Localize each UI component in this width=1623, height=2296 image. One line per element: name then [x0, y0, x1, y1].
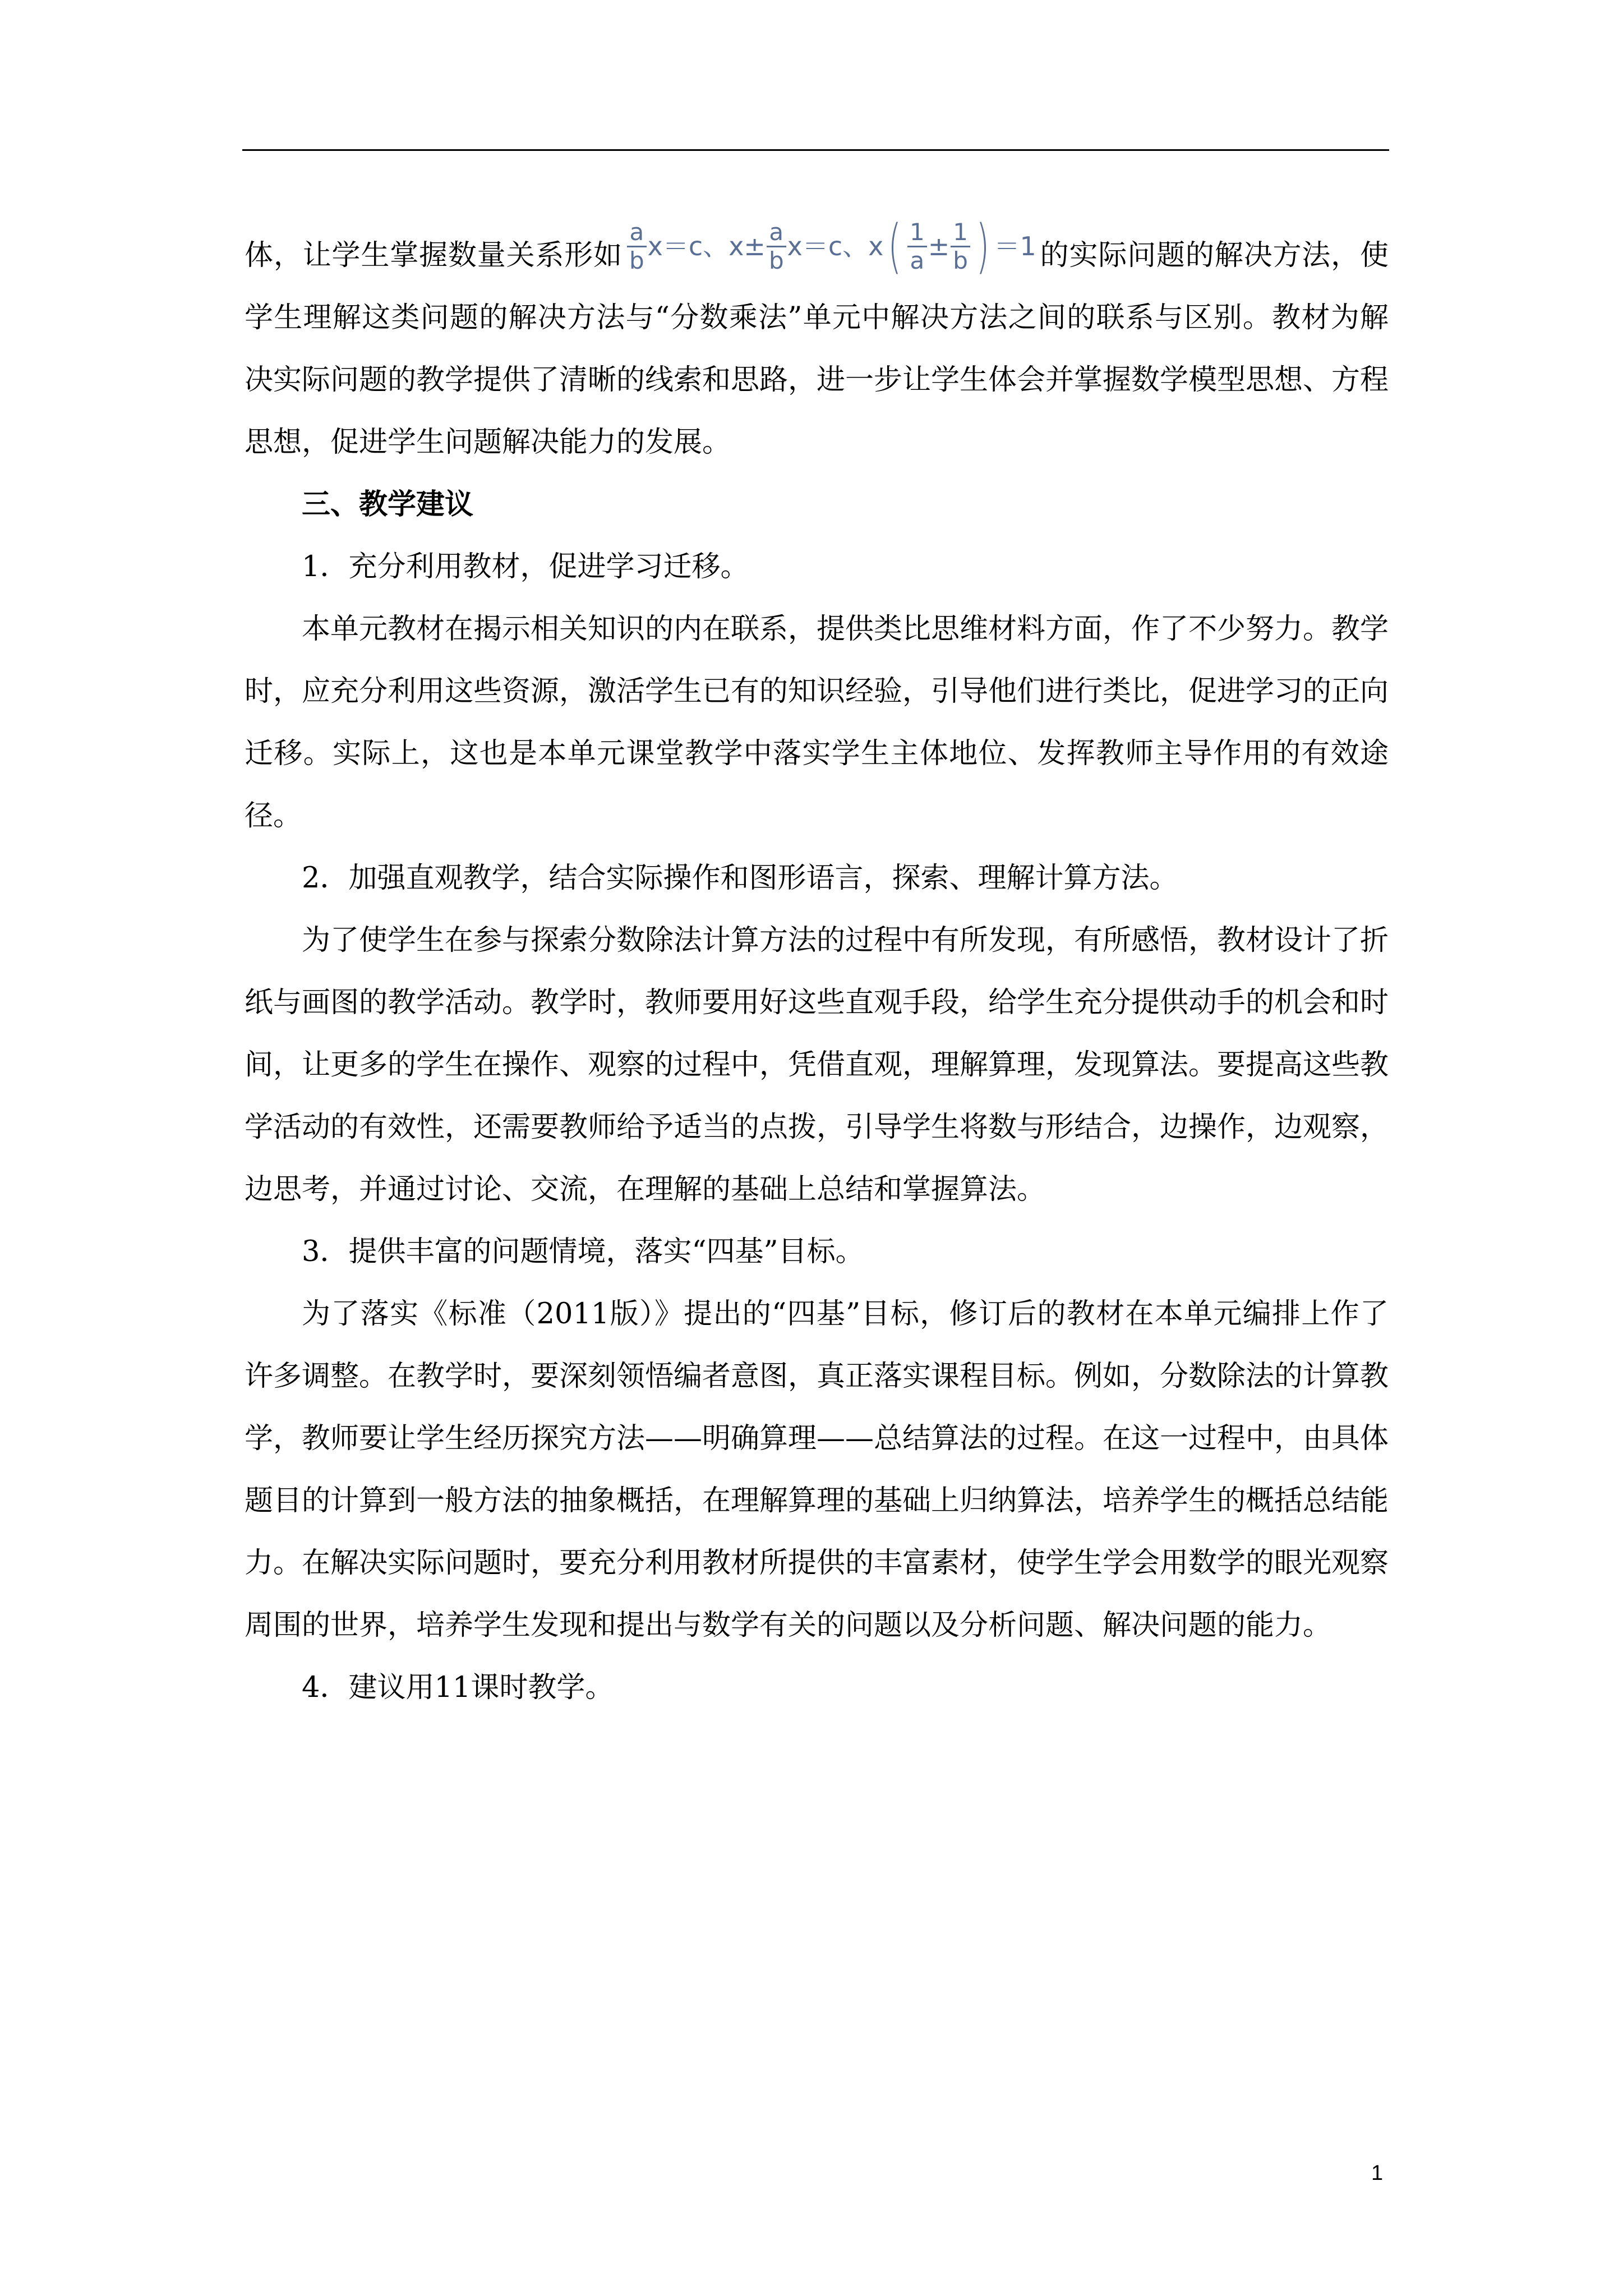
fraction-a-over-b: $\frac{a}{b}$: [627, 219, 647, 274]
left-paren: (: [888, 212, 902, 280]
fraction-1-over-b: $\frac{1}{b}$: [951, 219, 970, 274]
item-1-title: 1．充分利用教材，促进学习迁移。: [302, 550, 749, 583]
paragraph-1: [245, 212, 1389, 473]
body-text: [245, 212, 1389, 1719]
item-4-title: 4．建议用11课时教学。: [302, 1671, 614, 1704]
fraction-a-over-b-2: $\frac{a}{b}$: [767, 219, 786, 274]
item-1-body: 本单元教材在揭示相关知识的内在联系，提供类比思维材料方面，作了不少努力。教学时，应充分利用这些资源，激活学生已有的知识经验，引导他们进行类比，促进学习的正向迁移。实际上，这也是本单元课堂教学中落实学生主体地位、发挥教师主导作用的有效途径。: [245, 613, 1389, 832]
relation-formula: $\frac{a}{b}$ x＝c、x± $\frac{a}{b}$ x＝c、x( $\frac{1}{a}$ ± $\frac{1}{b}$ ) ＝1: [623, 217, 1040, 275]
paragraph-1-after-formula: 的实际问题的解决方法，使学生理解这类问题的解决方法与“分数乘法”单元中解决方法之间的联系与区别。教材为解决实际问题的教学提供了清晰的线索和思路，进一步让学生体会并掌握数学模型思想、方程思想，促进学生问题解决能力的发展。: [245, 239, 1389, 459]
item-2-title: 2．加强直观教学，结合实际操作和图形语言，探索、理解计算方法。: [302, 862, 1178, 895]
section-heading: 三、教学建议: [302, 487, 474, 521]
fraction-1-over-a: $\frac{1}{a}$: [907, 219, 927, 274]
item-3-body: 为了落实《标准（2011版）》提出的“四基”目标，修订后的教材在本单元编排上作了许多调整。在教学时，要深刻领悟编者意图，真正落实课程目标。例如，分数除法的计算教学，教师要让学生经历探究方法——明确算理——总结算法的过程。在这一过程中，由具体题目的计算到一般方法的抽象概括，在理解算理的基础上归纳算法，培养学生的概括总结能力。在解决实际问题时，要充分利用教材所提供的丰富素材，使学生学会用数学的眼光观察周围的世界，培养学生发现和提出与数学有关的问题以及分析问题、解决问题的能力。: [245, 1297, 1389, 1642]
item-2-body: 为了使学生在参与探索分数除法计算方法的过程中有所发现，有所感悟，教材设计了折纸与画图的教学活动。教学时，教师要用好这些直观手段，给学生充分提供动手的机会和时间，让更多的学生在操作、观察的过程中，凭借直观，理解算理，发现算法。要提高这些教学活动的有效性，还需要教师给予适当的点拨，引导学生将数与形结合，边操作，边观察，边思考，并通过讨论、交流，在理解的基础上总结和掌握算法。: [245, 924, 1389, 1206]
header-rule: [242, 149, 1389, 151]
item-3-title: 3．提供丰富的问题情境，落实“四基”目标。: [302, 1235, 864, 1268]
page-number: 1: [1371, 2161, 1384, 2185]
paragraph-1-before-formula: 体，让学生掌握数量关系形如: [245, 239, 623, 272]
right-paren: ): [976, 212, 990, 280]
